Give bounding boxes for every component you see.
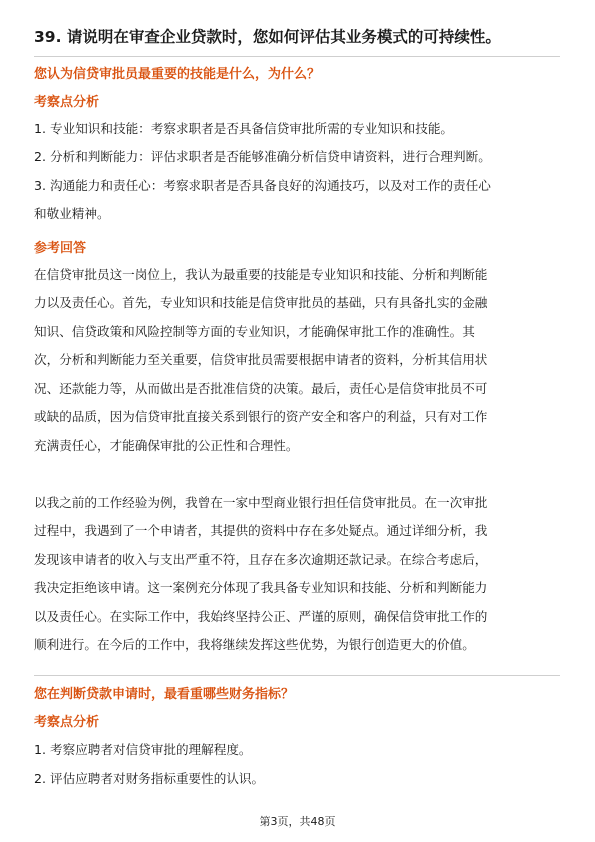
analysis-line: 和敬业精神。: [34, 206, 110, 221]
answer-line: 况、还款能力等，从而做出是否批准信贷的决策。最后，责任心是信贷审批员不可: [34, 381, 488, 396]
answer-line: 以及责任心。在实际工作中，我始终坚持公正、严谨的原则，确保信贷审批工作的: [34, 609, 488, 624]
analysis-line: 1. 专业知识和技能：考察求职者是否具备信贷审批所需的专业知识和技能。: [34, 121, 454, 136]
answer-line: 以我之前的工作经验为例，我曾在一家中型商业银行担任信贷审批员。在一次审批: [34, 495, 488, 510]
answer-line: 次，分析和判断能力至关重要，信贷审批员需要根据申请者的资料，分析其信用状: [34, 352, 488, 367]
analysis-line: 2. 分析和判断能力：评估求职者是否能够准确分析信贷申请资料，进行合理判断。: [34, 149, 491, 164]
question-title: 39. 请说明在审查企业贷款时，您如何评估其业务模式的可持续性。: [34, 28, 501, 46]
analysis-heading: 考察点分析: [34, 95, 100, 110]
analysis-line: 2. 评估应聘者对财务指标重要性的认识。: [34, 771, 265, 786]
analysis-line: 3. 沟通能力和责任心：考察求职者是否具备良好的沟通技巧，以及对工作的责任心: [34, 178, 491, 193]
answer-line: 发现该申请者的收入与支出严重不符，且存在多次逾期还款记录。在综合考虑后，: [34, 552, 488, 567]
section-question: 您认为信贷审批员最重要的技能是什么，为什么？: [34, 67, 321, 82]
answer-line: 充满责任心，才能确保审批的公正性和合理性。: [34, 438, 299, 453]
answer-line: 知识、信贷政策和风险控制等方面的专业知识，才能确保审批工作的准确性。其: [34, 324, 475, 339]
answer-line: 力以及责任心。首先，专业知识和技能是信贷审批员的基础，只有具备扎实的金融: [34, 295, 488, 310]
divider: [34, 675, 560, 676]
answer-line: 在信贷审批员这一岗位上，我认为最重要的技能是专业知识和技能、分析和判断能: [34, 267, 488, 282]
section-question: 您在判断贷款申请时，最看重哪些财务指标？: [34, 687, 295, 702]
answer-line: 顺利进行。在今后的工作中，我将继续发挥这些优势，为银行创造更大的价值。: [34, 637, 475, 652]
answer-line: 我决定拒绝该申请。这一案例充分体现了我具备专业知识和技能、分析和判断能力: [34, 580, 488, 595]
analysis-heading: 考察点分析: [34, 715, 100, 730]
divider: [34, 56, 560, 57]
analysis-line: 1. 考察应聘者对信贷审批的理解程度。: [34, 742, 252, 757]
page-footer: 第3页，共48页: [259, 815, 336, 828]
answer-line: 或缺的品质，因为信贷审批直接关系到银行的资产安全和客户的利益，只有对工作: [34, 409, 488, 424]
answer-heading: 参考回答: [34, 241, 87, 256]
answer-line: 过程中，我遇到了一个申请者，其提供的资料中存在多处疑点。通过详细分析，我: [34, 523, 488, 538]
